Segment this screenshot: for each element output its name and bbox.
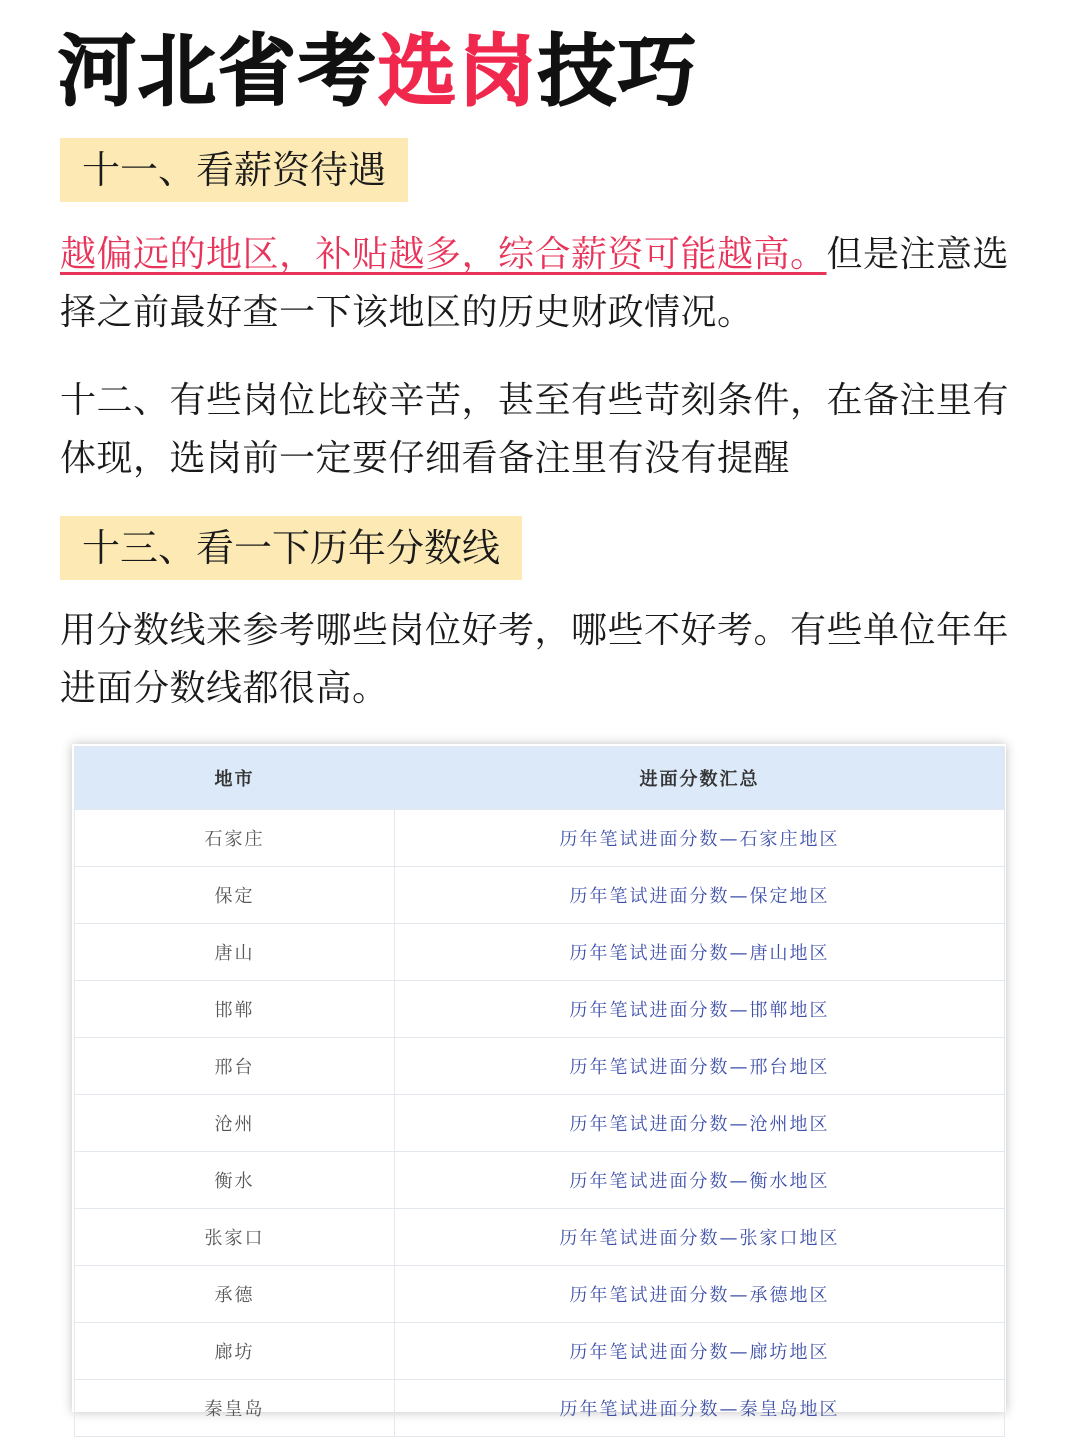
header-city: 地市 — [75, 747, 395, 810]
section-13-paragraph: 用分数线来参考哪些岗位好考，哪些不好考。有些单位年年进面分数线都很高。 — [60, 610, 1010, 709]
title-highlight: 选岗 — [378, 27, 539, 117]
score-table-card — [72, 744, 1006, 1420]
city-cell: 承德 — [75, 1266, 395, 1323]
page-title — [58, 22, 698, 122]
table-row — [75, 1380, 1005, 1437]
score-link[interactable]: 历年笔试进面分数—沧州地区 — [395, 1095, 1005, 1152]
city-cell: 保定 — [75, 867, 395, 924]
table-row — [75, 867, 1005, 924]
city-cell: 唐山 — [75, 924, 395, 981]
score-link[interactable]: 历年笔试进面分数—衡水地区 — [395, 1152, 1005, 1209]
table-row — [75, 1323, 1005, 1380]
score-link[interactable]: 历年笔试进面分数—张家口地区 — [395, 1209, 1005, 1266]
table-row — [75, 810, 1005, 867]
score-link[interactable]: 历年笔试进面分数—唐山地区 — [395, 924, 1005, 981]
score-link[interactable]: 历年笔试进面分数—邯郸地区 — [395, 981, 1005, 1038]
score-link[interactable]: 历年笔试进面分数—石家庄地区 — [395, 810, 1005, 867]
city-cell: 石家庄 — [75, 810, 395, 867]
city-cell: 邢台 — [75, 1038, 395, 1095]
score-link[interactable]: 历年笔试进面分数—廊坊地区 — [395, 1323, 1005, 1380]
city-cell: 沧州 — [75, 1095, 395, 1152]
table-row — [75, 1209, 1005, 1266]
section-11-rest-text: 但是注意选择之前最好查一下该地区的历史财政情况。 — [60, 234, 1010, 333]
section-11-paragraph — [60, 226, 1030, 342]
city-cell: 衡水 — [75, 1152, 395, 1209]
section-13-heading: 十三、看一下历年分数线 — [60, 516, 522, 580]
section-12-paragraph: 十二、有些岗位比较辛苦，甚至有些苛刻条件，在备注里有体现，选岗前一定要仔细看备注里有没有提醒 — [60, 380, 1010, 479]
title-part3: 技巧 — [538, 27, 699, 117]
score-table — [74, 746, 1005, 1437]
table-row — [75, 1266, 1005, 1323]
city-cell: 邯郸 — [75, 981, 395, 1038]
table-row — [75, 1095, 1005, 1152]
score-link[interactable]: 历年笔试进面分数—秦皇岛地区 — [395, 1380, 1005, 1437]
score-link[interactable]: 历年笔试进面分数—承德地区 — [395, 1266, 1005, 1323]
score-link[interactable]: 历年笔试进面分数—保定地区 — [395, 867, 1005, 924]
score-link[interactable]: 历年笔试进面分数—邢台地区 — [395, 1038, 1005, 1095]
table-row — [75, 924, 1005, 981]
header-summary: 进面分数汇总 — [395, 747, 1005, 810]
highlighted-text: 越偏远的地区，补贴越多，综合薪资可能越高。 — [60, 234, 827, 275]
table-header-row — [75, 747, 1005, 810]
table-row — [75, 1152, 1005, 1209]
city-cell: 张家口 — [75, 1209, 395, 1266]
city-cell: 秦皇岛 — [75, 1380, 395, 1437]
section-11-heading: 十一、看薪资待遇 — [60, 138, 408, 202]
table-row — [75, 981, 1005, 1038]
table-row — [75, 1038, 1005, 1095]
title-part1: 河北省考 — [58, 27, 379, 117]
city-cell: 廊坊 — [75, 1323, 395, 1380]
